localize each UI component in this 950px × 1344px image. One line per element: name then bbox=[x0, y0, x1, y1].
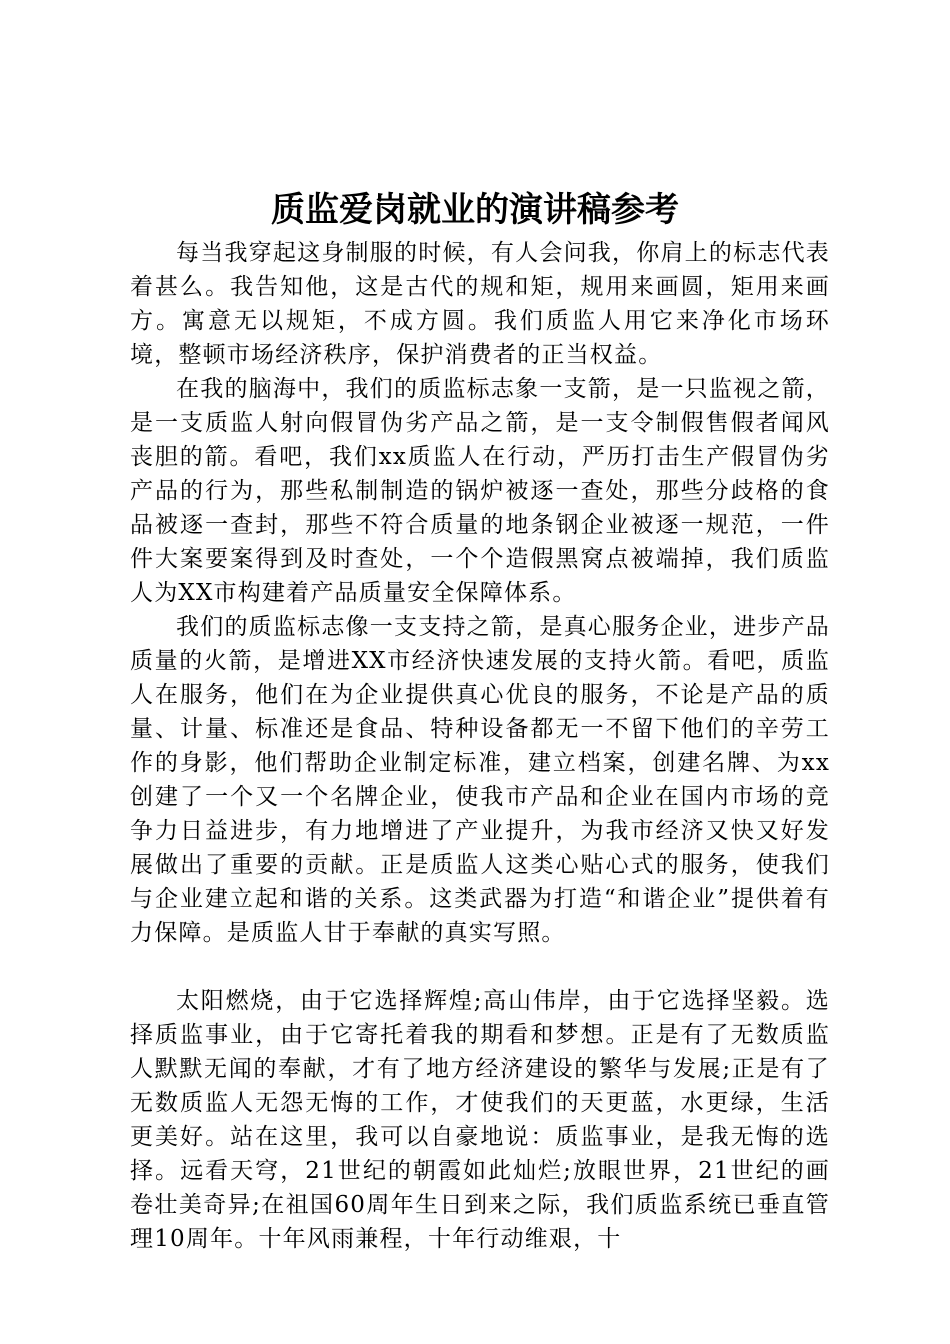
document-body bbox=[130, 236, 830, 1256]
paragraph-1: 每当我穿起这身制服的时候，有人会问我，你肩上的标志代表着甚么。我告知他，这是古代的规和矩，规用来画圆，矩用来画方。寓意无以规矩，不成方圆。我们质监人用它来净化市场环境，整顿市场经济秩序，保护消费者的正当权益。 bbox=[130, 240, 830, 368]
paragraph-3: 我们的质监标志像一支支持之箭，是真心服务企业，进步产品质量的火箭，是增进XX市经济快速发展的支持火箭。看吧，质监人在服务，他们在为企业提供真心优良的服务，不论是产品的质量、计量、标准还是食品、特种设备都无一不留下他们的辛劳工作的身影，他们帮助企业制定标准，建立档案，创建名牌、为xx创建了一个又一个名牌企业，使我市产品和企业在国内市场的竞争力日益进步，有力地增进了产业提升，为我市经济又快又好发展做出了重要的贡献。正是质监人这类心贴心式的服务，使我们与企业建立起和谐的关系。这类武器为打造“和谐企业”提供着有力保障。是质监人甘于奉献的真实写照。 bbox=[130, 614, 830, 946]
paragraph-2: 在我的脑海中，我们的质监标志象一支箭，是一只监视之箭，是一支质监人射向假冒伪劣产品之箭，是一支令制假售假者闻风丧胆的箭。看吧，我们xx质监人在行动，严历打击生产假冒伪劣产品的行为，那些私制制造的锅炉被逐一查处，那些分歧格的食品被逐一查封，那些不符合质量的地条钢企业被逐一规范，一件件大案要案得到及时查处，一个个造假黑窝点被端掉，我们质监人为XX市构建着产品质量安全保障体系。 bbox=[130, 376, 830, 606]
document-title: 质监爱岗就业的演讲稿参考 bbox=[271, 190, 679, 230]
paragraph-4: 太阳燃烧，由于它选择辉煌;高山伟岸，由于它选择坚毅。选择质监事业，由于它寄托着我的期看和梦想。正是有了无数质监人默默无闻的奉献，才有了地方经济建设的繁华与发展;正是有了无数质监人无怨无悔的工作，才使我们的天更蓝，水更绿，生活更美好。站在这里，我可以自豪地说：质监事业，是我无悔的选择。远看天穹，21世纪的朝霞如此灿烂;放眼世界，21世纪的画卷壮美奇异;在祖国60周年生日到来之际，我们质监系统已垂直管理10周年。十年风雨兼程，十年行动维艰，十 bbox=[130, 988, 830, 1252]
